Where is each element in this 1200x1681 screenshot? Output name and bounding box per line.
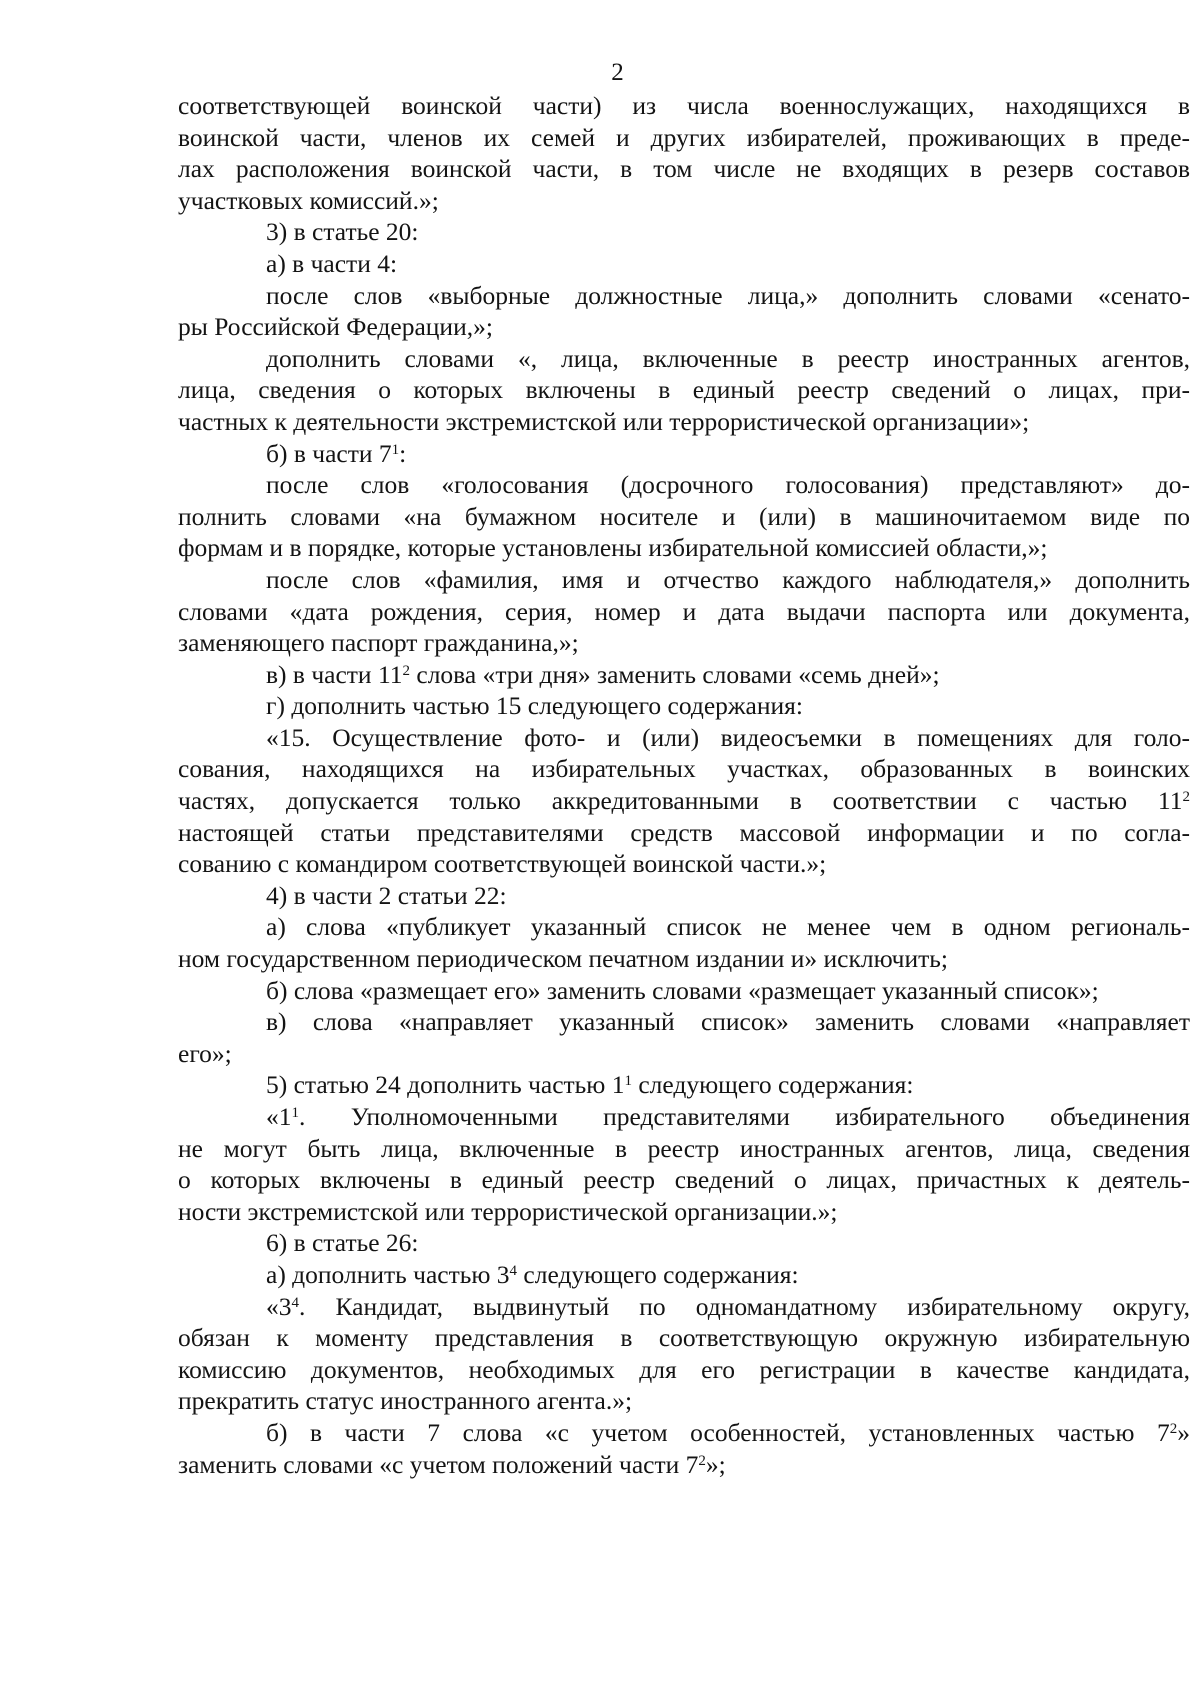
text-line xyxy=(178,153,1190,185)
line-text-after: следующего содержания: xyxy=(517,1259,799,1289)
text-line xyxy=(178,911,1190,943)
text-line xyxy=(178,1006,1190,1038)
text-line xyxy=(178,722,1190,754)
line-text-after: . Кандидат, выдвинутый по одномандатному избирательному округу, xyxy=(299,1291,1190,1321)
line-text: заменить словами «с учетом положений части 7 xyxy=(178,1449,699,1479)
line-text-after: »; xyxy=(705,1449,726,1479)
text-line xyxy=(178,343,1190,375)
line-text: «3 xyxy=(266,1291,292,1321)
line-text: не могут быть лица, включенные в реестр иностранных агентов, лица, сведения xyxy=(178,1133,1190,1163)
line-text: полнить словами «на бумажном носителе и (или) в машиночитаемом виде по xyxy=(178,501,1190,531)
line-text: в) слова «направляет указанный список» заменить словами «направляет xyxy=(266,1007,1190,1037)
line-text: частных к деятельности экстремистской или террористической организации»; xyxy=(178,406,1030,436)
text-line xyxy=(178,501,1190,533)
superscript: 2 xyxy=(1182,788,1190,805)
text-line xyxy=(178,785,1190,817)
text-line xyxy=(178,1259,1190,1291)
line-text: его»; xyxy=(178,1038,232,1068)
superscript: 1 xyxy=(624,1073,632,1090)
line-text: словами «дата рождения, серия, номер и дата выдачи паспорта или документа, xyxy=(178,596,1190,626)
line-text-after: » xyxy=(1177,1417,1190,1447)
line-text: сованию с командиром соответствующей воинской части.»; xyxy=(178,849,827,879)
line-text-after: слова «три дня» заменить словами «семь дней»; xyxy=(410,659,940,689)
text-line xyxy=(178,185,1190,217)
text-line xyxy=(178,1133,1190,1165)
line-text: «15. Осуществление фото- и (или) видеосъемки в помещениях для голо- xyxy=(266,722,1190,752)
line-text: заменяющего паспорт гражданина,»; xyxy=(178,628,579,658)
line-text: 4) в части 2 статьи 22: xyxy=(266,880,507,910)
line-text: б) слова «размещает его» заменить словами «размещает указанный список»; xyxy=(266,975,1099,1005)
line-text: после слов «голосования (досрочного голосования) представляют» до- xyxy=(266,470,1190,500)
text-line xyxy=(178,406,1190,438)
superscript: 2 xyxy=(698,1452,706,1469)
line-text: 3) в статье 20: xyxy=(266,217,419,247)
text-line xyxy=(178,943,1190,975)
line-text: обязан к моменту представления в соответствующую окружную избирательную xyxy=(178,1323,1190,1353)
line-text: ры Российской Федерации,»; xyxy=(178,312,493,342)
text-line xyxy=(178,1101,1190,1133)
text-line xyxy=(178,374,1190,406)
line-text: г) дополнить частью 15 следующего содержания: xyxy=(266,691,803,721)
text-line xyxy=(178,1291,1190,1323)
line-text-after: : xyxy=(399,438,407,468)
text-line xyxy=(178,1196,1190,1228)
line-text: в) в части 11 xyxy=(266,659,403,689)
text-line xyxy=(178,469,1190,501)
text-line xyxy=(178,1322,1190,1354)
line-text: дополнить словами «, лица, включенные в реестр иностранных агентов, xyxy=(266,343,1190,373)
line-text: сования, находящихся на избирательных участках, образованных в воинских xyxy=(178,754,1190,784)
line-text: 6) в статье 26: xyxy=(266,1228,419,1258)
document-body xyxy=(178,90,1190,1480)
text-line xyxy=(178,564,1190,596)
line-text: б) в части 7 xyxy=(266,438,392,468)
line-text: настоящей статьи представителями средств массовой информации и по согла- xyxy=(178,817,1190,847)
text-line xyxy=(178,311,1190,343)
line-text: ности экстремистской или террористической организации.»; xyxy=(178,1196,838,1226)
superscript: 1 xyxy=(391,441,400,458)
text-line xyxy=(178,1164,1190,1196)
text-line xyxy=(178,596,1190,628)
line-text-after: . Уполномоченными представителями избирательного объединения xyxy=(299,1102,1190,1131)
line-text: а) в части 4: xyxy=(266,248,398,278)
text-line xyxy=(178,659,1190,691)
text-line xyxy=(178,1449,1190,1481)
text-line xyxy=(178,690,1190,722)
superscript: 4 xyxy=(291,1294,299,1311)
line-text: «1 xyxy=(266,1102,292,1131)
page-number: 2 xyxy=(611,59,624,86)
text-line xyxy=(178,1227,1190,1259)
text-line xyxy=(178,753,1190,785)
line-text: 5) статью 24 дополнить частью 1 xyxy=(266,1070,625,1100)
text-line xyxy=(178,532,1190,564)
line-text-after: следующего содержания: xyxy=(631,1070,914,1100)
line-text: лах расположения воинской части, в том числе не входящих в резерв составов xyxy=(178,154,1190,184)
line-text: а) слова «публикует указанный список не менее чем в одном региональ- xyxy=(266,912,1190,942)
line-text: лица, сведения о которых включены в единый реестр сведений о лицах, при- xyxy=(178,375,1190,405)
text-line xyxy=(178,817,1190,849)
text-line xyxy=(178,216,1190,248)
text-line xyxy=(178,975,1190,1007)
line-text: участковых комиссий.»; xyxy=(178,185,439,215)
text-line xyxy=(178,848,1190,880)
text-line xyxy=(178,438,1190,470)
text-line xyxy=(178,122,1190,154)
text-line xyxy=(178,627,1190,659)
text-line xyxy=(178,248,1190,280)
text-line xyxy=(178,1417,1190,1449)
superscript: 2 xyxy=(1169,1420,1178,1437)
line-text: о которых включены в единый реестр сведений о лицах, причастных к деятель- xyxy=(178,1165,1190,1195)
text-line xyxy=(178,1354,1190,1386)
line-text: после слов «выборные должностные лица,» дополнить словами «сенато- xyxy=(266,280,1190,310)
text-line xyxy=(178,1069,1190,1101)
line-text: после слов «фамилия, имя и отчество каждого наблюдателя,» дополнить xyxy=(266,564,1190,594)
text-line xyxy=(178,90,1190,122)
text-line xyxy=(178,1385,1190,1417)
line-text: частях, допускается только аккредитованными в соответствии с частью 11 xyxy=(178,786,1183,816)
text-line xyxy=(178,280,1190,312)
line-text: а) дополнить частью 3 xyxy=(266,1259,510,1289)
text-line xyxy=(178,880,1190,912)
superscript: 4 xyxy=(509,1262,518,1279)
superscript: 2 xyxy=(402,662,411,679)
text-line xyxy=(178,1038,1190,1070)
line-text: ном государственном периодическом печатном издании и» исключить; xyxy=(178,944,949,974)
line-text: прекратить статус иностранного агента.»; xyxy=(178,1386,633,1416)
line-text: воинской части, членов их семей и других избирателей, проживающих в преде- xyxy=(178,122,1190,152)
line-text: формам и в порядке, которые установлены избирательной комиссией области,»; xyxy=(178,533,1048,563)
line-text: соответствующей воинской части) из числа военнослужащих, находящихся в xyxy=(178,91,1190,120)
line-text: комиссию документов, необходимых для его регистрации в качестве кандидата, xyxy=(178,1354,1190,1384)
line-text: б) в части 7 слова «с учетом особенностей, установленных частью 7 xyxy=(266,1417,1170,1447)
superscript: 1 xyxy=(291,1104,299,1121)
